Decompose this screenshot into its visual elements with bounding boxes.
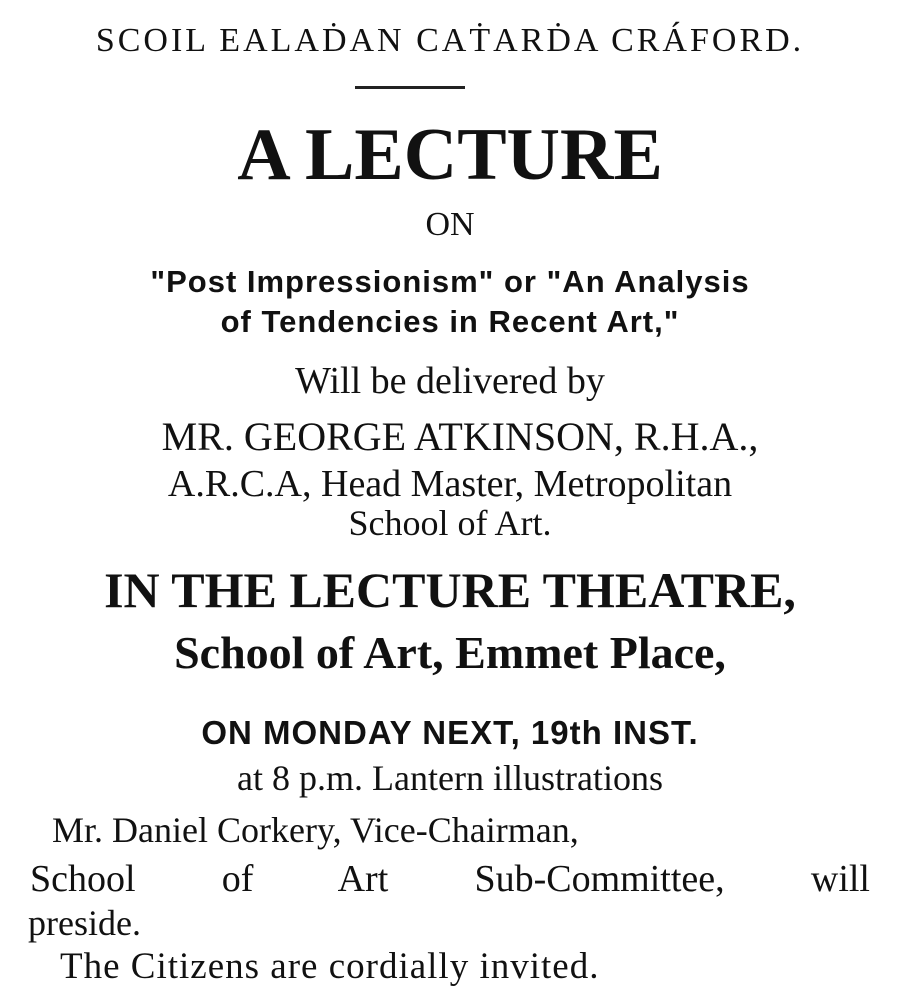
divider-rule [355,86,465,89]
lecture-date: ON MONDAY NEXT, 19th INST. [201,714,699,751]
presider-line2: School of Art Sub-Committee, will [30,858,870,900]
speaker-title: A.R.C.A, Head Master, Metropolitan [167,463,733,505]
venue-line2: School of Art, Emmet Place, [174,627,726,678]
speaker-school: School of Art. [348,503,552,543]
venue-line1: IN THE LECTURE THEATRE, [104,562,796,618]
lecture-subject-line2: of Tendencies in Recent Art," [220,304,680,339]
school-name-header: SCOIL EALAḊAN CAṪARḊA CRÁFORD. [95,22,805,59]
speaker-name: MR. GEORGE ATKINSON, R.H.A., [161,414,759,459]
presider-line3: preside. [28,903,141,943]
invitation: The Citizens are cordially invited. [60,946,600,987]
notice-title: A LECTURE [237,114,663,196]
lecture-subject-line1: "Post Impressionism" or "An Analysis [150,264,750,299]
delivered-by: Will be delivered by [295,360,605,402]
presider-line1: Mr. Daniel Corkery, Vice-Chairman, [52,810,579,850]
on-label: ON [425,206,475,243]
lecture-time: at 8 p.m. Lantern illustrations [237,758,663,798]
